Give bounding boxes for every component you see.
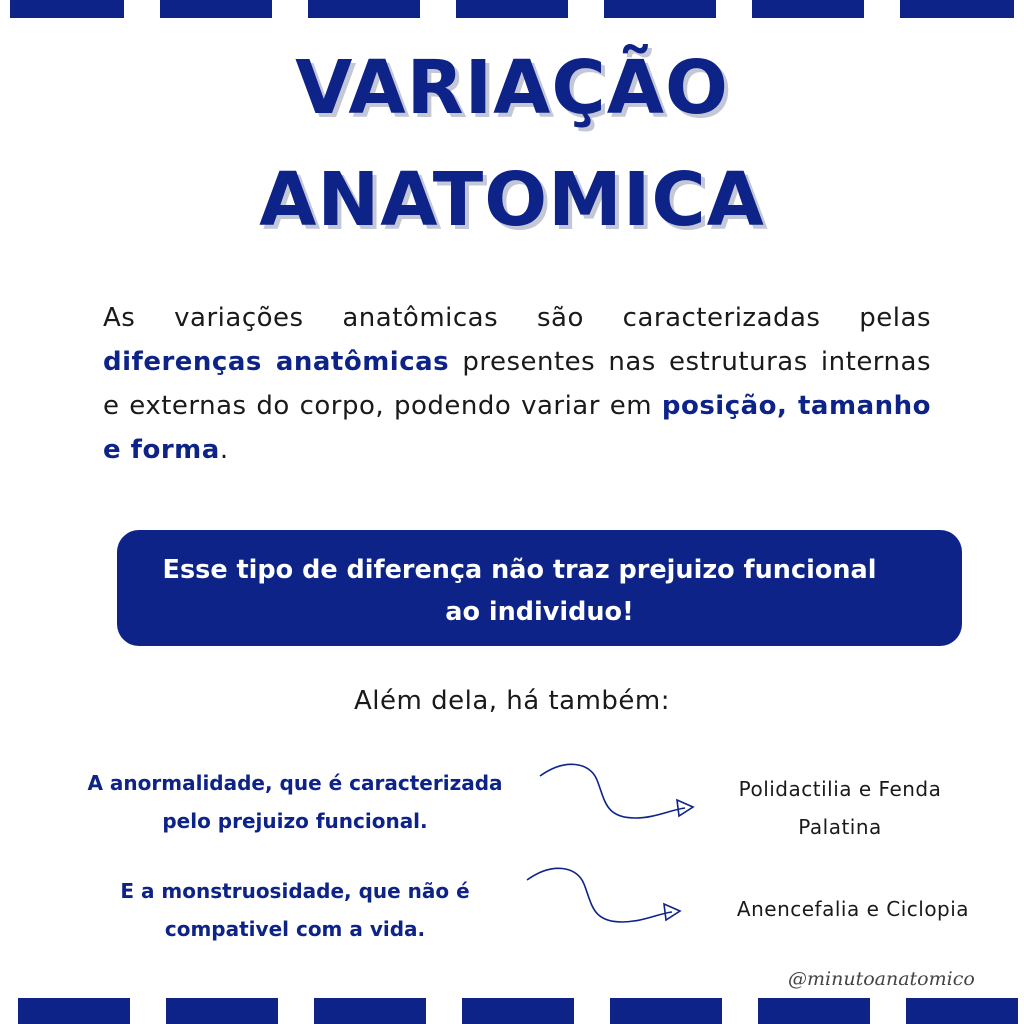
top-border-bar bbox=[160, 0, 272, 18]
callout-line2: ao individuo! bbox=[445, 597, 634, 627]
top-border-bar bbox=[900, 0, 1014, 18]
top-border-bar bbox=[10, 0, 124, 18]
example-line: Palatina bbox=[798, 815, 882, 839]
curved-arrow-icon bbox=[522, 862, 692, 932]
bottom-border-bar bbox=[906, 998, 1018, 1024]
also-label: Além dela, há também: bbox=[354, 686, 670, 716]
instagram-handle: @minutoanatomico bbox=[788, 968, 975, 990]
callout-line1: Esse tipo de diferença não traz prejuizo funcional bbox=[162, 555, 877, 585]
definition-line: A anormalidade, que é caracterizada bbox=[87, 771, 503, 795]
bottom-border-bar bbox=[314, 998, 426, 1024]
intro-period: . bbox=[219, 435, 229, 465]
top-border-bar bbox=[308, 0, 420, 18]
bottom-border-bar bbox=[758, 998, 870, 1024]
definition-line: E a monstruosidade, que não é bbox=[120, 879, 470, 903]
definition-monstrosity bbox=[60, 872, 530, 948]
bottom-border-bar bbox=[610, 998, 722, 1024]
examples-abnormality bbox=[700, 770, 980, 846]
intro-highlight-differences: diferenças anatômicas bbox=[103, 347, 450, 377]
top-border-bar bbox=[604, 0, 716, 18]
intro-text-1: As variações anatômicas são caracterizadas pelas bbox=[103, 303, 931, 333]
intro-paragraph bbox=[103, 296, 931, 472]
intro-highlight-position-size-shape: posição, tamanho e forma bbox=[103, 391, 931, 465]
example-line: Anencefalia e Ciclopia bbox=[736, 897, 970, 921]
callout-box bbox=[117, 530, 962, 646]
definition-line: pelo prejuizo funcional. bbox=[162, 809, 428, 833]
top-border-bar bbox=[752, 0, 864, 18]
definition-line: compativel com a vida. bbox=[164, 917, 426, 941]
page-title-line2: ANATOMICA bbox=[259, 157, 765, 243]
bottom-border-bar bbox=[462, 998, 574, 1024]
curved-arrow-icon bbox=[535, 758, 705, 828]
definition-abnormality bbox=[55, 764, 535, 840]
intro-text-2: presentes nas estruturas internas e externas do corpo, podendo variar em bbox=[103, 347, 931, 421]
examples-monstrosity bbox=[712, 890, 994, 928]
bottom-border-bar bbox=[166, 998, 278, 1024]
example-line: Polidactilia e Fenda bbox=[738, 777, 942, 801]
page-title-line1: VARIAÇÃO bbox=[295, 45, 729, 131]
bottom-border-bar bbox=[18, 998, 130, 1024]
top-border-bar bbox=[456, 0, 568, 18]
